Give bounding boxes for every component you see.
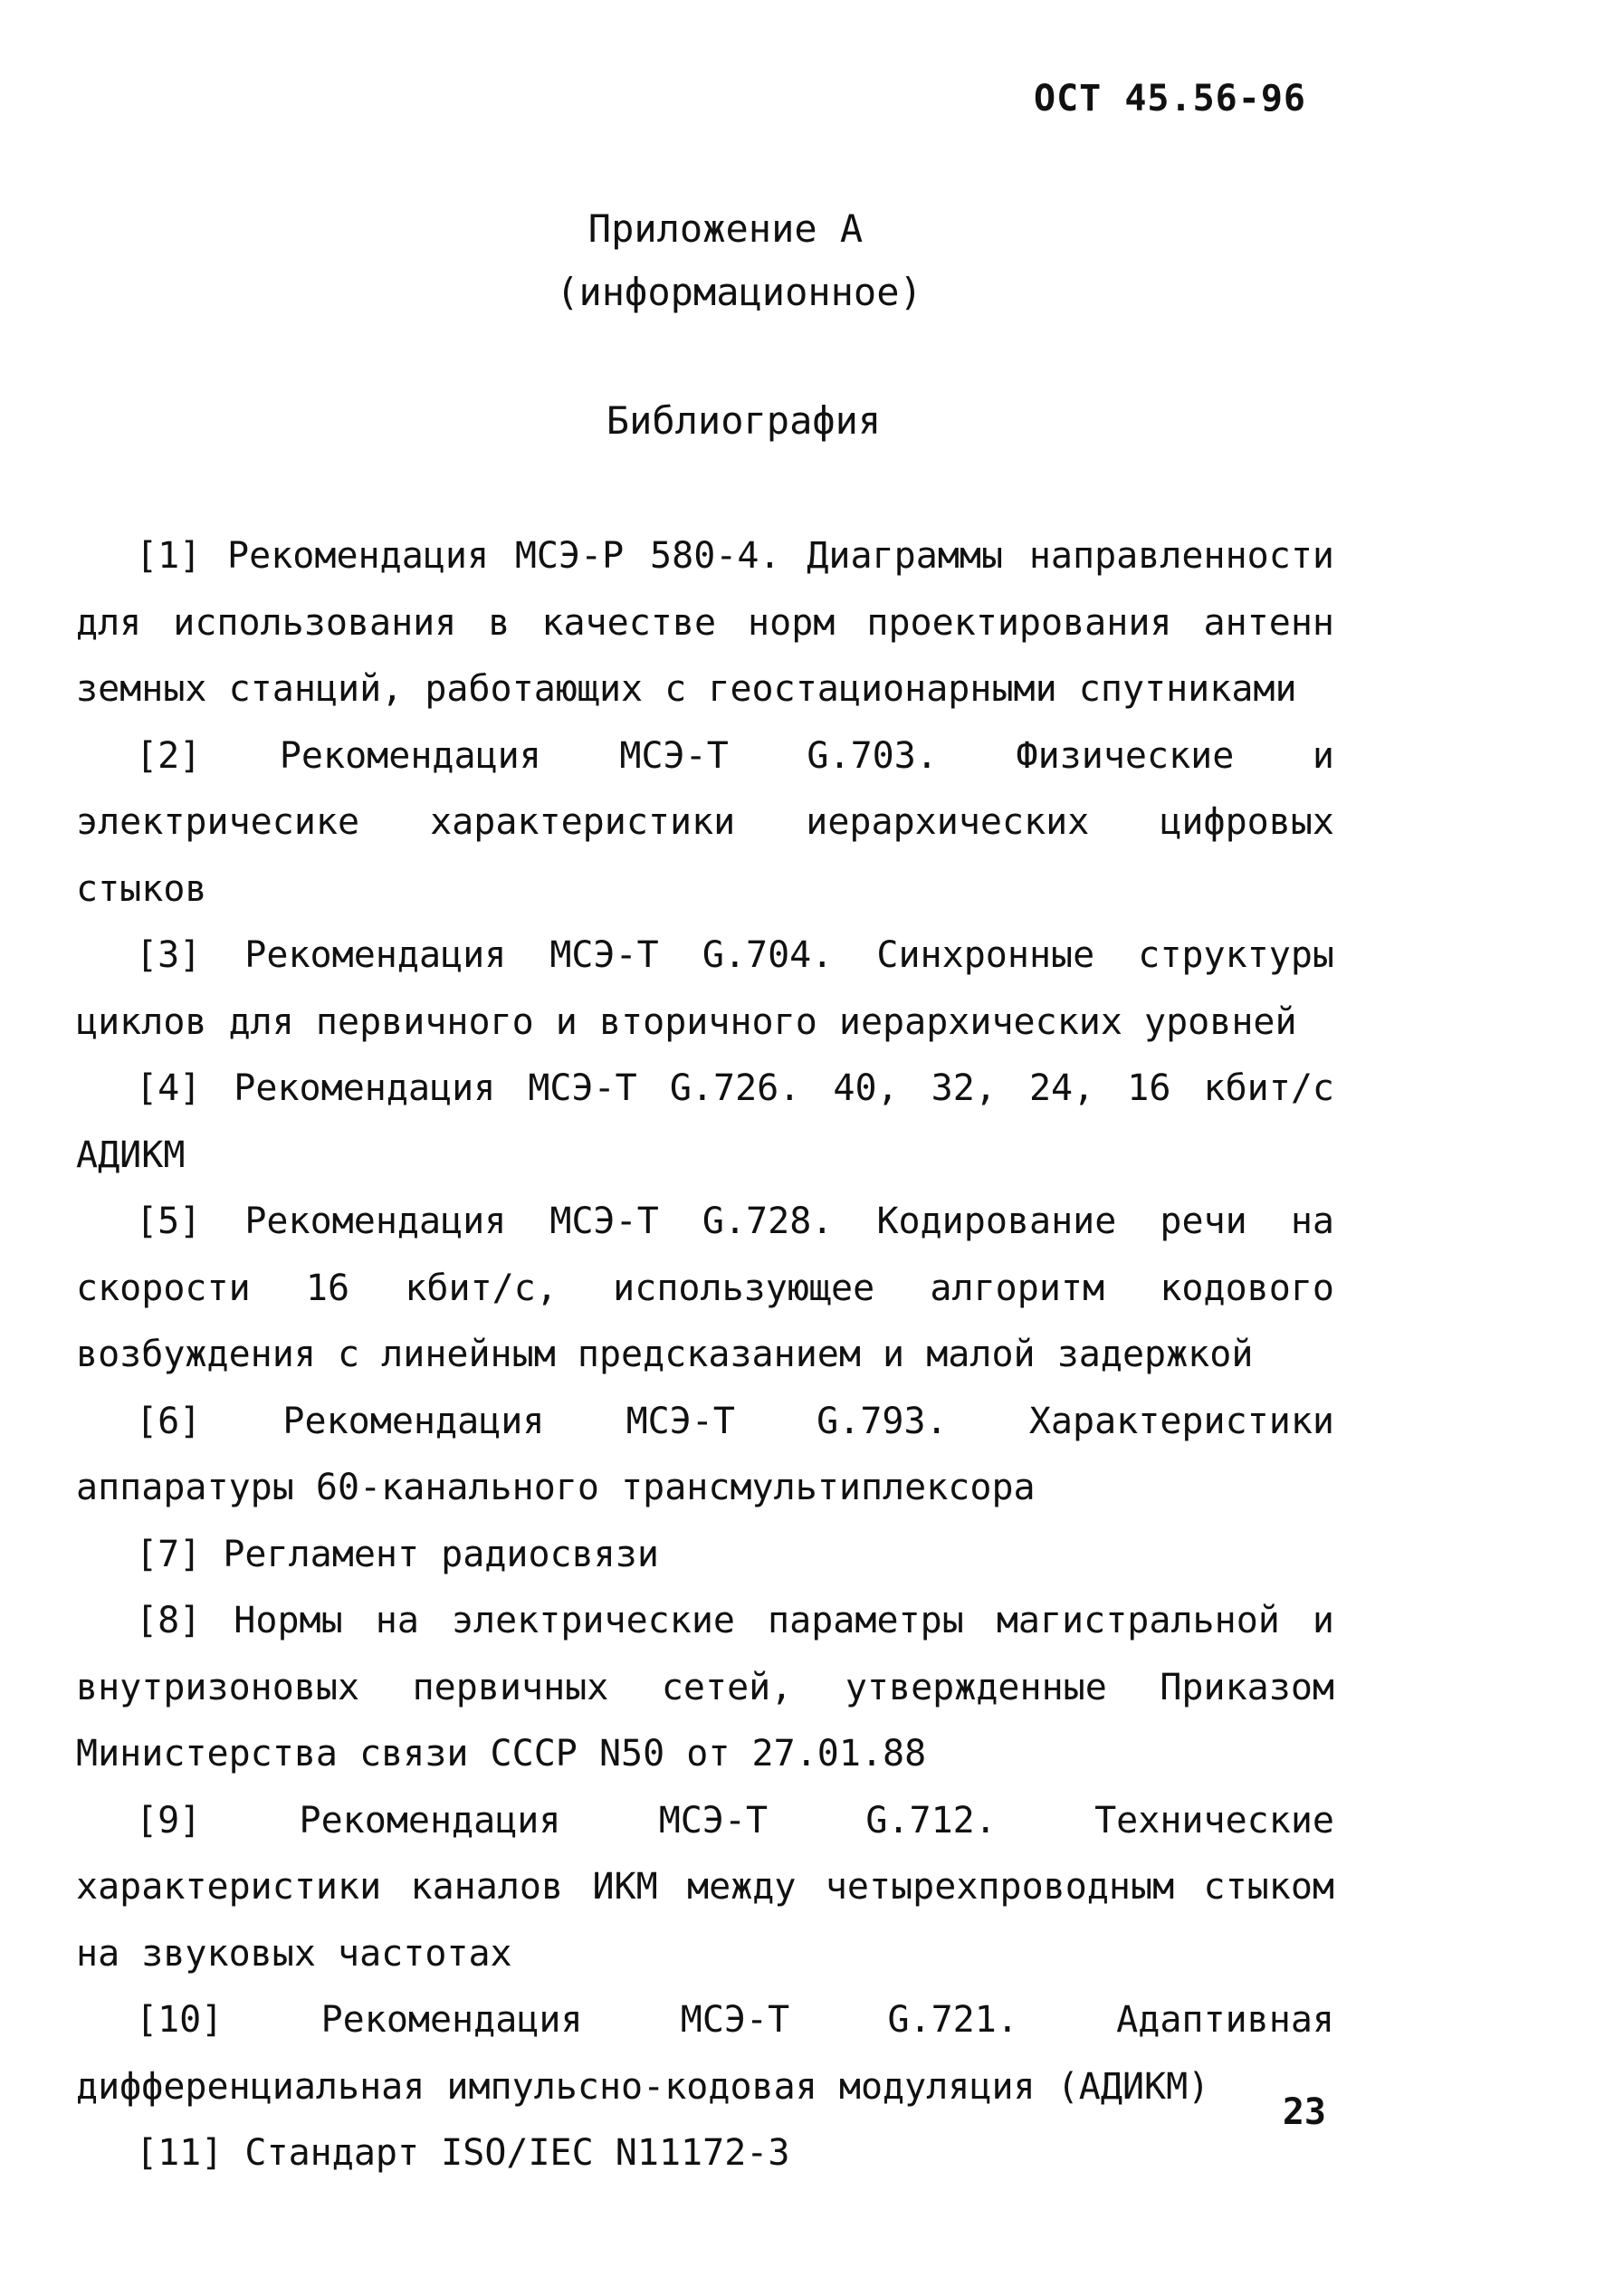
document-code: ОСТ 45.56-96 bbox=[1034, 78, 1306, 120]
reference-item: [3] Рекомендация МСЭ-Т G.704. Синхронные структуры циклов для первичного и вторичного иерархических уровней bbox=[76, 934, 1334, 1043]
bibliography-title: Библиография bbox=[606, 398, 882, 443]
reference-item: [6] Рекомендация МСЭ-Т G.793. Характеристики аппаратуры 60-канального трансмультиплексора bbox=[76, 1400, 1334, 1508]
reference-item: [10] Рекомендация МСЭ-Т G.721. Адаптивная дифференциальная импульсно-кодовая модуляция (АДИКМ) bbox=[76, 1999, 1334, 2108]
reference-item: [8] Нормы на электрические параметры магистральной и внутризоновых первичных сетей, утвержденные Приказом Министерства связи СССР N50 от 27.01.88 bbox=[76, 1600, 1334, 1775]
reference-item: [9] Рекомендация МСЭ-Т G.712. Технические характеристики каналов ИКМ между четырехпроводным стыком на звуковых частотах bbox=[76, 1799, 1334, 1975]
reference-item: [11] Стандарт ISO/IEC N11172-3 bbox=[136, 2132, 790, 2174]
page-number: 23 bbox=[1282, 2091, 1326, 2133]
reference-item: [5] Рекомендация МСЭ-Т G.728. Кодирование речи на скорости 16 кбит/с, использующее алгоритм кодового возбуждения с линейным предсказанием и малой задержкой bbox=[76, 1201, 1334, 1375]
reference-item: [1] Рекомендация МСЭ-Р 580-4. Диаграммы направленности для использования в качестве норм проектирования антенн земных станций, работающих с геостационарными спутниками bbox=[76, 535, 1334, 710]
appendix-type: (информационное) bbox=[556, 270, 922, 314]
reference-item: [4] Рекомендация МСЭ-Т G.726. 40, 32, 24, 16 кбит/с АДИКМ bbox=[76, 1067, 1334, 1176]
reference-item: [2] Рекомендация МСЭ-Т G.703. Физические и электричесике характеристики иерархических цифровых стыков bbox=[76, 734, 1334, 910]
appendix-title: Приложение А bbox=[587, 206, 864, 251]
reference-list bbox=[76, 523, 1334, 2187]
reference-item: [7] Регламент радиосвязи bbox=[136, 1533, 659, 1575]
